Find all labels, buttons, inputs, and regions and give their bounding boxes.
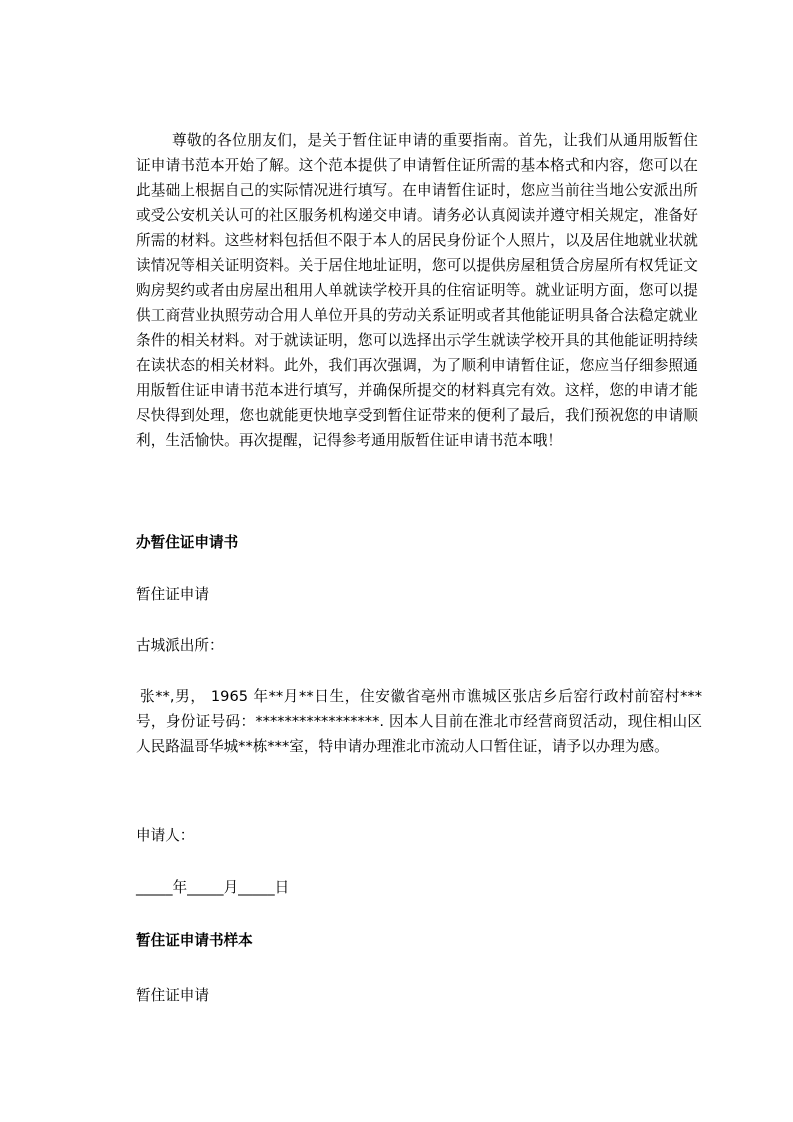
section-heading-sample: 暂住证申请书样本 — [136, 932, 253, 949]
intro-paragraph: 尊敬的各位朋友们，是关于暂住证申请的重要指南。首先，让我们从通用版暂住证申请书范本开始了解。这个范本提供了申请暂住证所需的基本格式和内容，您可以在此基础上根据自己的实际情况进行填写。在申请暂住证时，您应当前往当地公安派出所或受公安机关认可的社区服务机构递交申请。请务必认真阅读并遵守相关规定，准备好所需的材料。这些材料包括但不限于本人的居民身份证个人照片，以及居住地就业状就读情况等相关证明资料。关于居住地址证明，您可以提供房屋租赁合房屋所有权凭证文购房契约或者由房屋出租用人单就读学校开具的住宿证明等。就业证明方面，您可以提供工商营业执照劳动合用人单位开具的劳动关系证明或者其他能证明具备合法稳定就业条件的相关材料。对于就读证明，您可以选择出示学生就读学校开具的其他能证明持续在读状态的相关材料。此外，我们再次强调，为了顺利申请暂住证，您应当仔细参照通用版暂住证申请书范本进行填写，并确保所提交的材料真完有效。这样，您的申请才能尽快得到处理，您也就能更快地享受到暂住证带来的便利了最后，我们预祝您的申请顺利，生活愉快。再次提醒，记得参考通用版暂住证申请书范本哦！ — [136, 132, 698, 449]
section-subtitle: 暂住证申请 — [136, 586, 209, 603]
applicant-label: 申请人： — [136, 827, 195, 844]
addressee: 古城派出所： — [136, 637, 224, 654]
application-body: 张**,男， 1965 年**月**日生，住安徽省亳州市谯城区张店乡后窑行政村前窑村***号，身份证号码：*****************. 因本人目前在淮北市经营商贸活动，现住相山区人民路温哥华城**栋***室，特申请办理淮北市流动人口暂住证，请予以办理为感。 — [136, 688, 702, 755]
section-subtitle-sample: 暂住证申请 — [136, 987, 209, 1004]
date-line: _____年_____月_____日 — [136, 879, 290, 896]
section-heading-application: 办暂住证申请书 — [136, 534, 239, 551]
